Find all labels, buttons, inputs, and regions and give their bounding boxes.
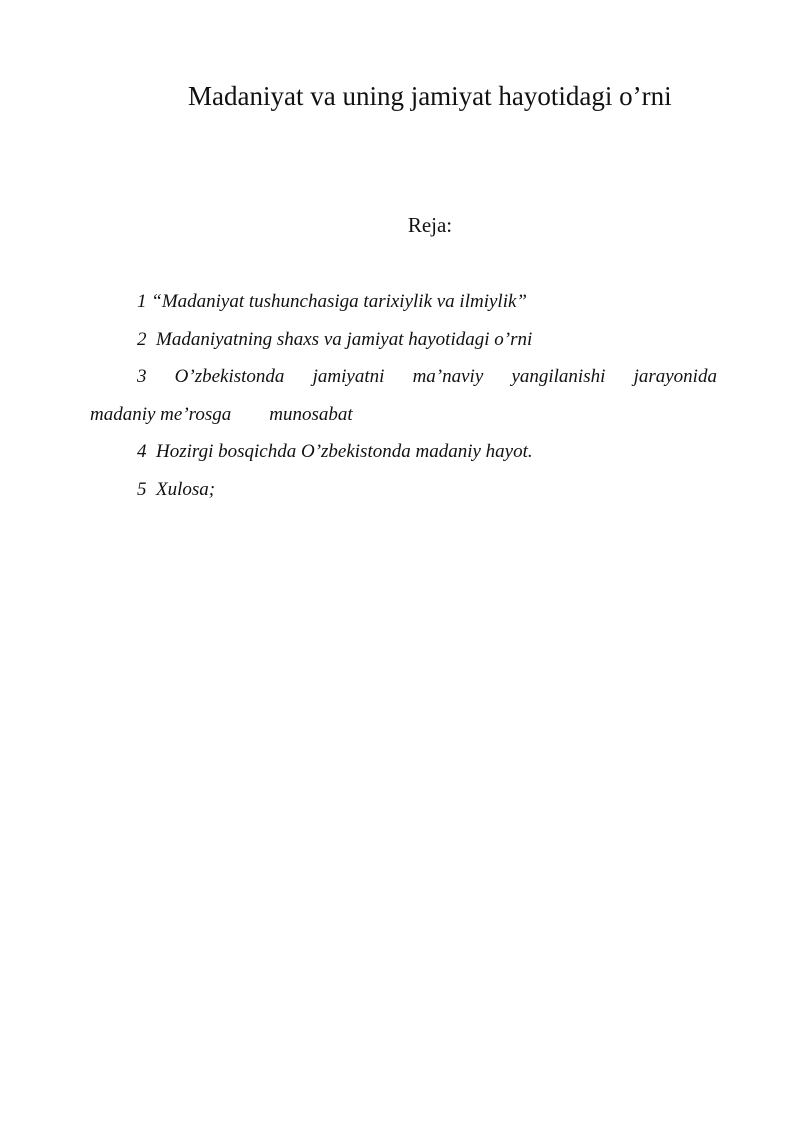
plan-item-text: “Madaniyat tushunchasiga tarixiylik va ilmiylik” — [151, 291, 527, 312]
plan-item-number: 3 — [137, 366, 147, 387]
plan-heading: Reja: — [407, 213, 453, 237]
plan-item-text: Xulosa; — [156, 478, 216, 500]
plan-item-text: madaniy me’rosga — [90, 403, 232, 425]
plan-item-word: O’zbekistonda — [174, 366, 285, 387]
plan-item-number: 2 — [137, 328, 147, 350]
plan-item-3-line1 — [90, 358, 717, 396]
plan-item-5 — [90, 471, 717, 509]
plan-item-text: munosabat — [269, 403, 353, 425]
document-title: Madaniyat va uning jamiyat hayotidagi o’rni — [188, 81, 672, 111]
plan-item-text: Hozirgi bosqichda O’zbekistonda madaniy hayot. — [156, 441, 533, 462]
plan-item-3-line2 — [90, 396, 717, 434]
plan-item-3 — [90, 358, 717, 433]
plan-item-word: yangilanishi — [511, 366, 606, 387]
plan-item-number: 1 — [137, 291, 147, 312]
plan-item-word: jamiyatni — [312, 366, 385, 387]
plan-item-text: Madaniyatning shaxs va jamiyat hayotidagi o’rni — [156, 328, 533, 350]
plan-item-4 — [90, 433, 717, 471]
plan-item-1 — [90, 283, 717, 321]
plan-item-number: 4 — [137, 441, 147, 462]
plan-item-number: 5 — [137, 478, 147, 500]
plan-item-word: ma’naviy — [412, 366, 484, 387]
plan-list — [90, 283, 717, 508]
plan-item-2 — [90, 321, 717, 359]
plan-item-word: jarayonida — [633, 366, 717, 387]
